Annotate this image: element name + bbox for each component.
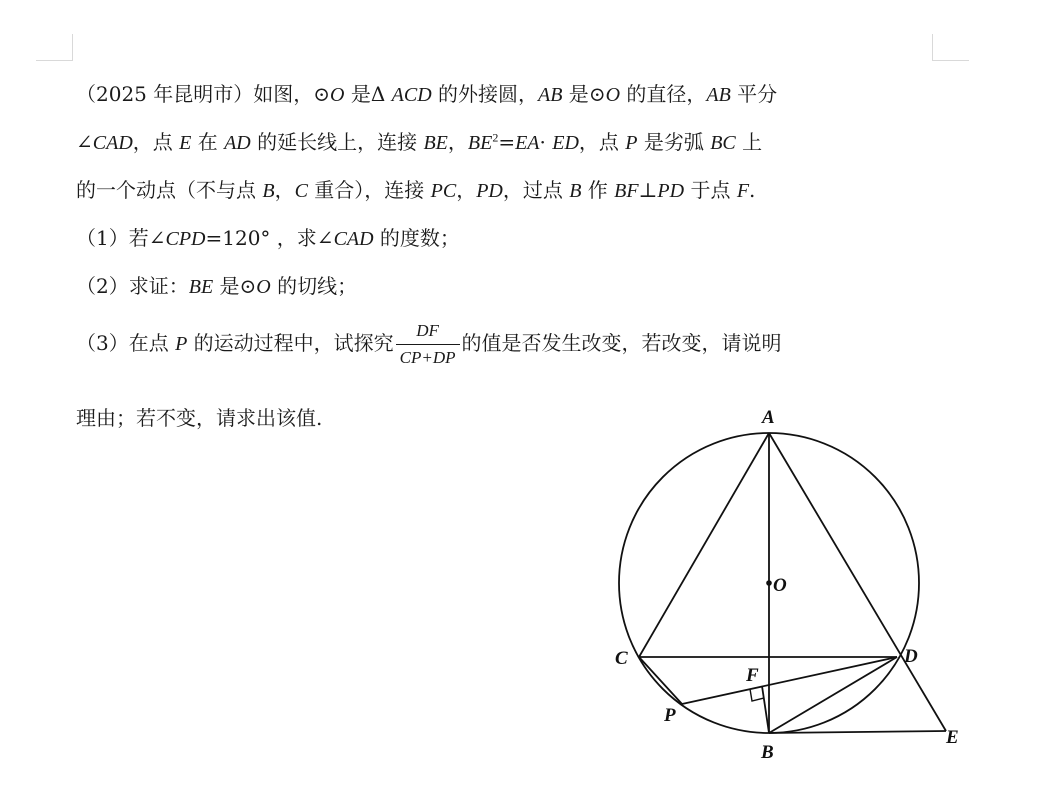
problem-line-3: 的一个动点（不与点 B，C 重合），连接 PC，PD，过点 B 作 BF⊥PD 于点 F.	[76, 178, 756, 202]
center-dot	[766, 580, 772, 586]
label-c: C	[615, 648, 628, 669]
question-3-line-2: 理由；若不变，请求出该值.	[76, 406, 323, 430]
segment-bf	[762, 686, 769, 733]
label-b: B	[761, 742, 774, 763]
label-o: O	[773, 575, 787, 596]
segment-pd	[682, 657, 897, 704]
label-a: A	[762, 407, 775, 428]
question-2: （2）求证：BE 是⊙O 的切线；	[76, 274, 358, 298]
label-e: E	[946, 727, 959, 748]
question-3: （3）在点 P 的运动过程中，试探究 $\frac{DF}{CP+DP}$ 的值是否发生改变，若改变，请说明	[76, 321, 782, 367]
segment-cp	[639, 657, 682, 704]
question-1: （1）若∠CPD=120° ，求∠CAD 的度数；	[76, 226, 460, 250]
label-f: F	[746, 665, 759, 686]
problem-line-2: ∠CAD，点 E 在 AD 的延长线上，连接 BE，$BE^2=EA\cdot$ ED，点 P 是劣弧 BC 上	[76, 130, 763, 154]
label-d: D	[904, 646, 918, 667]
label-p: P	[664, 705, 676, 726]
problem-line-1: （2025 年昆明市）如图，⊙O 是Δ ACD 的外接圆，AB 是⊙O 的直径，AB 平分	[76, 82, 778, 106]
segment-bd	[769, 657, 897, 733]
segment-ac	[639, 433, 769, 657]
fraction-df-over-cp-dp: $\frac{DF}{CP+DP}$	[396, 320, 460, 369]
